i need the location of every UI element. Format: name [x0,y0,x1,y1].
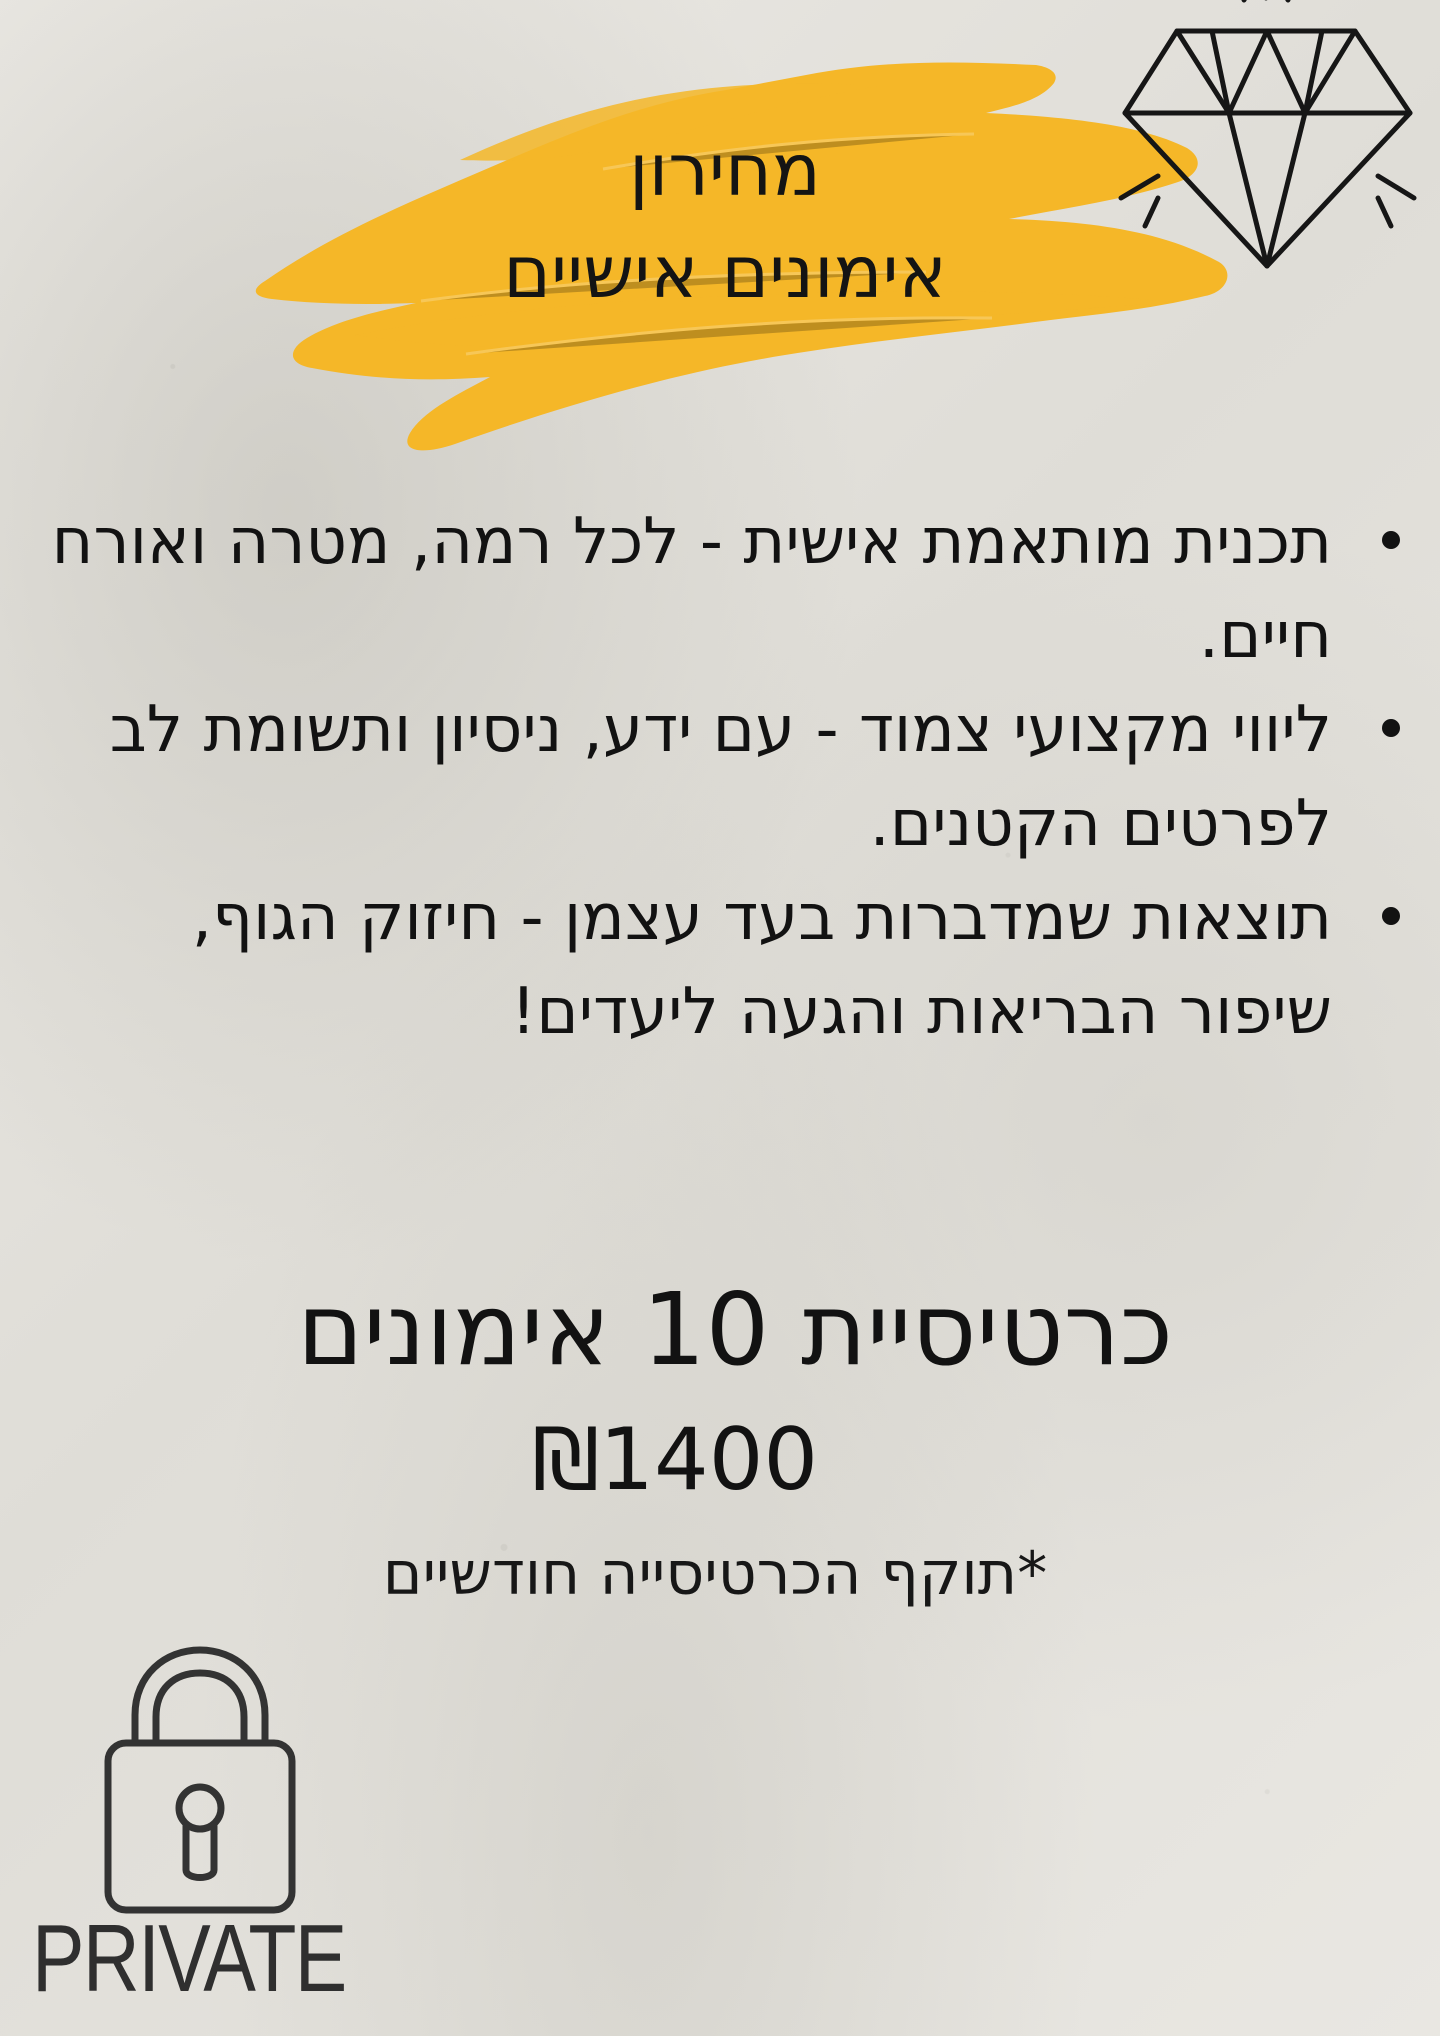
title-block [245,55,1235,455]
lock-icon [90,1645,310,1915]
price-list-title [365,119,1085,323]
package-validity-note: *תוקף הכרטיסייה חודשיים [382,1539,1048,1609]
features-list [35,495,1400,1059]
package-title: כרטיסיית 10 אימונים [297,1271,1173,1388]
bullet-point [1382,907,1400,925]
package-price-section [120,1260,1350,1624]
bullet-point [1382,531,1400,549]
title-line-personal-training: אימונים אישיים [503,230,947,314]
title-line-price-list: מחירון [629,128,821,212]
private-label: PRIVATE [32,1905,346,2012]
list-item [35,495,1400,683]
private-stamp [28,1645,358,2025]
package-price: ₪1400 [531,1410,819,1510]
diamond-icon [1118,0,1418,280]
list-item [35,683,1400,871]
list-item [35,871,1400,1059]
feature-text: ליווי מקצועי צמוד - עם ידע, ניסיון ותשומת לב לפרטים הקטנים. [109,693,1332,861]
feature-text: תכנית מותאמת אישית - לכל רמה, מטרה ואורח חיים. [51,505,1332,673]
bullet-point [1382,719,1400,737]
feature-text: תוצאות שמדברות בעד עצמן - חיזוק הגוף, שיפור הבריאות והגעה ליעדים! [191,881,1332,1049]
